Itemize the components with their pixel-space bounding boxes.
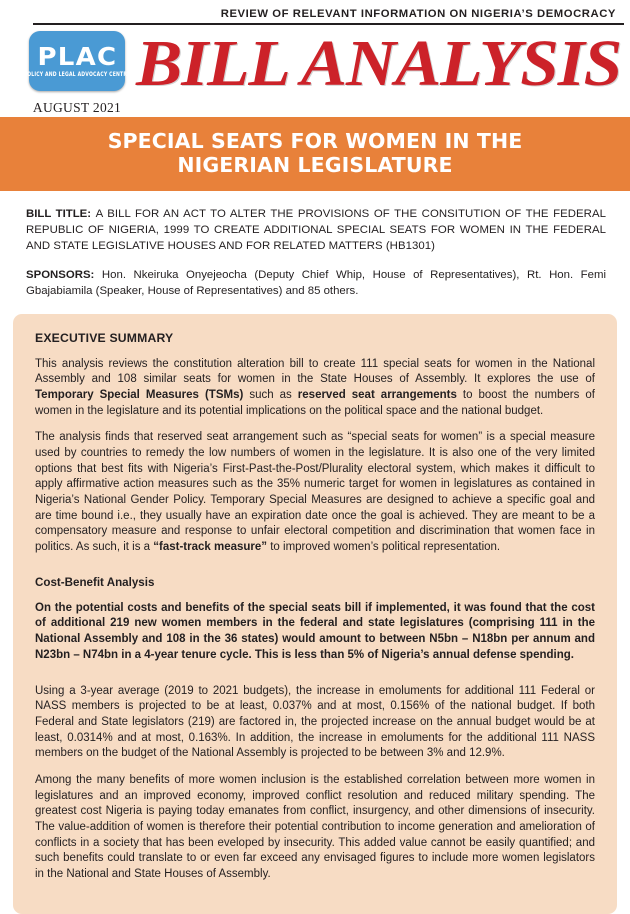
summary-p1-part1: This analysis reviews the constitution alteration bill to create 111 special seats for women in the National Assembly and 108 similar seats for women in the State Houses of Assembly. It explores the use of [35, 357, 595, 386]
document-title: SPECIAL SEATS FOR WOMEN IN THE NIGERIAN LEGISLATURE [107, 129, 523, 178]
sponsors-value: Hon. Nkeiruka Onyejeocha (Deputy Chief Whip, House of Representatives), Rt. Hon. Femi Gbajabiamila (Speaker, House of Representatives) and 85 others. [26, 269, 606, 297]
cost-benefit-paragraph-2: Using a 3-year average (2019 to 2021 budgets), the increase in emoluments for additional 111 Federal or NASS members is projected to be at least, 0.037% and at most, 0.156% of the national budget. If both Federal and State legislators (219) are factored in, the projected increase on the annual budget would be at least, 0.0314% and at most, 0.163%. In addition, the increase in emoluments for the additional 111 NASS members on the budget of the National Assembly is projected to be between 3% and 12.9%. [35, 684, 595, 760]
page-title: BILL ANALYSIS [136, 27, 622, 100]
bill-title-label: BILL TITLE: [26, 208, 92, 221]
executive-summary-heading: EXECUTIVE SUMMARY [35, 330, 174, 345]
bill-metadata [0, 191, 630, 299]
section-spacer [35, 567, 595, 576]
bill-title-value: A BILL FOR AN ACT TO ALTER THE PROVISIONS OF THE CONSITUTION OF THE FEDERAL REPUBLIC OF NIGERIA, 1999 TO CREATE ADDITIONAL SPECIAL SEATS FOR WOMEN IN THE FEDERAL AND STATE LEGISLATIVE HOUSES AND FOR RELATED MATTERS (HB1301) [26, 208, 606, 252]
plac-logo-word: PLAC [37, 42, 117, 71]
summary-p1-part2: such as [243, 388, 298, 401]
logo-block [18, 31, 136, 116]
executive-summary-panel [13, 314, 617, 914]
cost-benefit-paragraph-3: Among the many benefits of more women inclusion is the established correlation between more women in legislatures and an improved economy, improved conflict resolution and reduced military spending. The greatest cost Nigeria is paying today emanates from conflict, insurgency, and other dimensions of insecurity. The value-addition of women is therefore their potential contribution to income generation and amelioration of conflicts in a society that has been eveloped by insecurity. This added value cannot be easily quantified; and such benefits could translate to or even far exceed any envisaged figures to include more women legislators in the National and State Houses of Assembly. [35, 773, 595, 881]
summary-p1-part3: to boost the numbers of women in the legislature and its potential implications on the political space and the national budget. [35, 388, 595, 417]
paragraph-spacer [35, 675, 595, 684]
brand-row [0, 25, 630, 113]
plac-logo-subtitle: POLICY AND LEGAL ADVOCACY CENTRE [23, 72, 131, 79]
sponsors-label: SPONSORS: [26, 269, 95, 282]
publication-tagline: REVIEW OF RELEVANT INFORMATION ON NIGERIA’S DEMOCRACY [220, 8, 616, 20]
bill-title-row [26, 207, 606, 254]
masthead [0, 0, 630, 113]
cost-benefit-paragraph-1: On the potential costs and benefits of the special seats bill if implemented, it was found that the cost of additional 219 new women members in the federal and state legislatures (comprising 111 in the National Assembly and 108 in the 36 states) would amount to between N5bn – N18bn per annum and N23bn – N74bn in a 4-year tenure cycle. This is less than 5% of Nigeria’s annual defense spending. [35, 601, 595, 661]
publication-title-block [136, 27, 622, 100]
issue-date: AUGUST 2021 [32, 100, 122, 115]
summary-p2-part2: to improved women’s political representation. [267, 541, 501, 554]
cost-benefit-heading: Cost-Benefit Analysis [35, 575, 155, 589]
summary-paragraph-1 [35, 357, 595, 420]
document-title-banner [0, 117, 630, 191]
summary-p1-emphasis-reserved-seats: reserved seat arrangements [297, 388, 457, 401]
summary-p2-part1: The analysis finds that reserved seat arrangement such as “special seats for women” is a special measure used by countries to remedy the low numbers of women in the legislature. It is also one of the very limited options that best fits with Nigeria’s First-Past-the-Post/Plurality electoral system, which makes it difficult to apply affirmative action measures such as the 35% numeric target for women in legislatures as contained in Nigeria’s National Gender Policy. Temporary Special Measures are designed to achieve a specific goal and are time bound i.e., they usually have an expiration date once the goal is achieved. They are meant to be a compensatory measure and response to unfair electoral competition and discrimination that women face in politics. As such, it is a [35, 431, 595, 554]
sponsors-row [26, 268, 606, 299]
summary-paragraph-2 [35, 430, 595, 556]
summary-p2-emphasis-fast-track: “fast-track measure” [153, 541, 268, 554]
summary-p1-emphasis-tsm: Temporary Special Measures (TSMs) [35, 388, 244, 401]
plac-logo [23, 31, 131, 91]
